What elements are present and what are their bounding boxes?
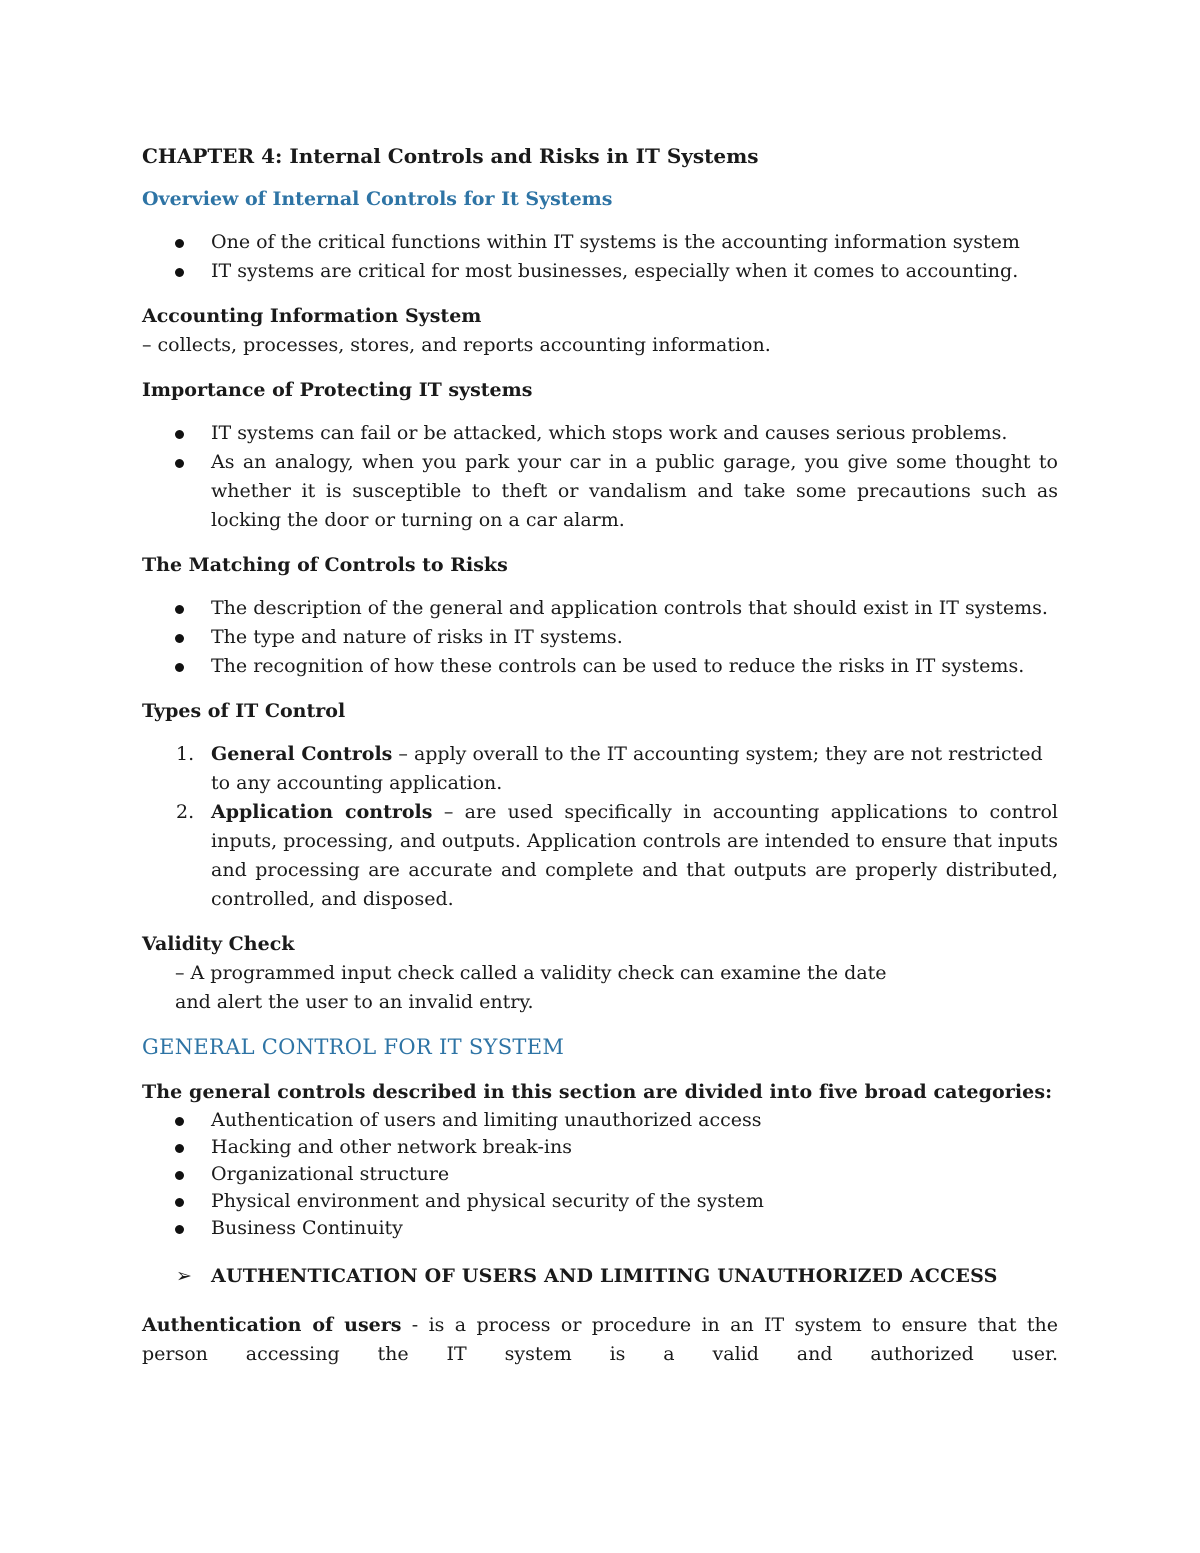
- bullet-icon: [175, 430, 184, 439]
- list-item: IT systems can fail or be attacked, which stops work and causes serious problems.: [142, 419, 1058, 448]
- bullet-icon: [175, 268, 184, 277]
- list-item: 1. General Controls – apply overall to the IT accounting system; they are not restricted to any accounting application.: [142, 740, 1058, 798]
- overview-list: [142, 228, 1058, 286]
- importance-heading: Importance of Protecting IT systems: [142, 379, 533, 401]
- bullet-icon: [175, 1117, 184, 1126]
- list-item: Physical environment and physical security of the system: [142, 1188, 1058, 1215]
- general-control-list: [142, 1107, 1058, 1242]
- bullet-icon: [175, 1144, 184, 1153]
- list-item: One of the critical functions within IT systems is the accounting information system: [142, 228, 1058, 257]
- term: Authentication of users: [142, 1314, 402, 1336]
- list-item: 2. Application controls – are used specifically in accounting applications to control inputs, processing, and outputs. Application controls are intended to ensure that inputs and processing are accurate and complete and that outputs are properly distributed, controlled, and disposed.: [142, 798, 1058, 914]
- list-number: 2.: [176, 801, 195, 823]
- validity-heading: Validity Check: [142, 933, 295, 955]
- ais-text: – collects, processes, stores, and reports accounting information.: [142, 334, 771, 356]
- types-list: [142, 740, 1058, 914]
- list-item: Business Continuity: [142, 1215, 1058, 1242]
- types-heading: Types of IT Control: [142, 700, 346, 722]
- bullet-icon: [175, 634, 184, 643]
- overview-heading: Overview of Internal Controls for It Systems: [142, 188, 613, 210]
- arrow-bullet-icon: ➢: [176, 1265, 193, 1287]
- list-item: IT systems are critical for most businesses, especially when it comes to accounting.: [142, 257, 1058, 286]
- list-item: Organizational structure: [142, 1161, 1058, 1188]
- list-item: Hacking and other network break-ins: [142, 1134, 1058, 1161]
- matching-list: [142, 594, 1058, 681]
- importance-list: [142, 419, 1058, 535]
- bullet-icon: [175, 1198, 184, 1207]
- auth-definition: Authentication of users - is a process or procedure in an IT system to ensure that the person accessing the IT system is a valid and authorized user.: [142, 1314, 1058, 1365]
- validity-text: – A programmed input check called a validity check can examine the date and alert the user to an invalid entry.: [175, 962, 887, 1013]
- general-control-heading: GENERAL CONTROL FOR IT SYSTEM: [142, 1035, 565, 1059]
- auth-section-heading: ➢ AUTHENTICATION OF USERS AND LIMITING UNAUTHORIZED ACCESS: [142, 1262, 1058, 1291]
- bullet-icon: [175, 605, 184, 614]
- bullet-icon: [175, 239, 184, 248]
- list-item: Authentication of users and limiting unauthorized access: [142, 1107, 1058, 1134]
- general-control-intro: The general controls described in this section are divided into five broad categories:: [142, 1081, 1053, 1103]
- matching-heading: The Matching of Controls to Risks: [142, 554, 508, 576]
- list-item: As an analogy, when you park your car in a public garage, you give some thought to whether it is susceptible to theft or vandalism and take some precautions such as locking the door or turning on a car alarm.: [142, 448, 1058, 535]
- chapter-title: CHAPTER 4: Internal Controls and Risks in IT Systems: [142, 144, 759, 168]
- list-number: 1.: [176, 743, 195, 765]
- bullet-icon: [175, 1171, 184, 1180]
- list-item: The description of the general and application controls that should exist in IT systems.: [142, 594, 1058, 623]
- list-item: The recognition of how these controls can be used to reduce the risks in IT systems.: [142, 652, 1058, 681]
- bullet-icon: [175, 663, 184, 672]
- term: Application controls: [211, 801, 433, 823]
- list-item: The type and nature of risks in IT systems.: [142, 623, 1058, 652]
- ais-heading: Accounting Information System: [142, 305, 482, 327]
- term: General Controls: [211, 743, 393, 765]
- bullet-icon: [175, 459, 184, 468]
- bullet-icon: [175, 1225, 184, 1234]
